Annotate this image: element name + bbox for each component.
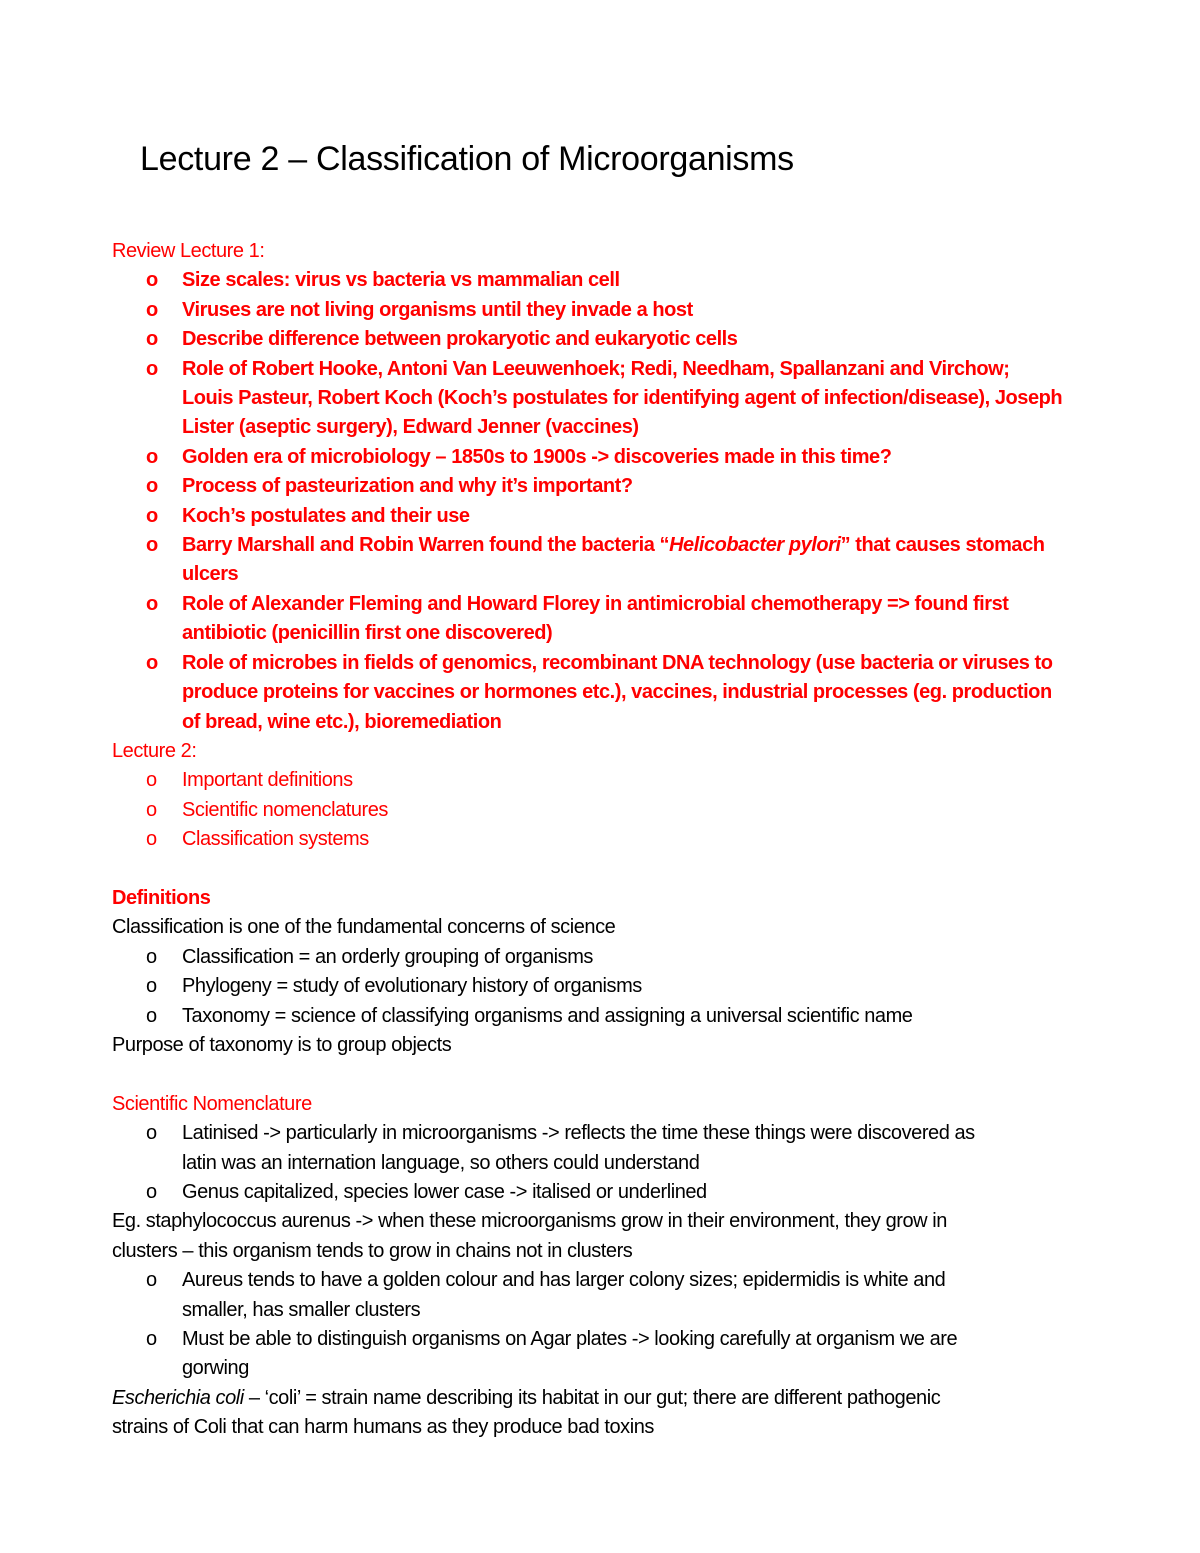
species-name: Helicobacter pylori (669, 534, 841, 557)
example-paragraph: Eg. staphylococcus aurenus -> when these microorganisms grow in their environment, they grow in clusters – this organism tends to grow in chains not in clusters (112, 1210, 947, 1262)
bullet-icon: o (146, 1122, 157, 1145)
ecoli-paragraph: Escherichia coli – ‘coli’ = strain name describing its habitat in our gut; there are different pathogenic strains of Coli that can harm humans as they produce bad toxins (112, 1386, 941, 1439)
bullet-icon: o (146, 769, 157, 792)
bullet-icon: o (146, 445, 158, 468)
definitions-outro: Purpose of taxonomy is to group objects (112, 1033, 452, 1056)
definitions-heading: Definitions (112, 886, 211, 909)
bullet-icon: o (146, 592, 158, 615)
bullet-icon: o (146, 328, 158, 351)
document-body (112, 237, 1102, 1443)
list-item: o Latinised -> particularly in microorganisms -> reflects the time these things were discovered as latin was an internation language, so others could understand (112, 1119, 1102, 1178)
list-item: o Role of Robert Hooke, Antoni Van Leeuwenhoek; Redi, Needham, Spallanzani and Virchow; Louis Pasteur, Robert Koch (Koch’s postulates for identifying agent of infection/disease), Joseph Lister (aseptic surgery), Edward Jenner (vaccines) (112, 355, 1102, 443)
list-item: o Golden era of microbiology – 1850s to 1900s -> discoveries made in this time? (112, 443, 1102, 472)
list-item: o Role of microbes in fields of genomics, recombinant DNA technology (use bacteria or viruses to produce proteins for vaccines or hormones etc.), vaccines, industrial processes (eg. production of bread, wine etc.), bioremediation (112, 649, 1102, 737)
list-item: o Genus capitalized, species lower case -> italised or underlined (112, 1178, 1102, 1207)
bullet-icon: o (146, 1180, 157, 1203)
bullet-icon: o (146, 1004, 157, 1027)
bullet-icon: o (146, 475, 158, 498)
bullet-icon: o (146, 504, 158, 527)
bullet-icon: o (146, 357, 158, 380)
list-item: o Viruses are not living organisms until they invade a host (112, 296, 1102, 325)
bullet-icon: o (146, 534, 158, 557)
species-name: Escherichia coli (112, 1386, 244, 1409)
list-item: o Role of Alexander Fleming and Howard Florey in antimicrobial chemotherapy => found first antibiotic (penicillin first one discovered) (112, 590, 1102, 649)
list-item: o Classification = an orderly grouping of organisms (112, 943, 1102, 972)
list-item: o Barry Marshall and Robin Warren found the bacteria “Helicobacter pylori” that causes stomach ulcers (112, 531, 1102, 590)
list-item: o Process of pasteurization and why it’s important? (112, 472, 1102, 501)
list-item: o Phylogeny = study of evolutionary history of organisms (112, 972, 1102, 1001)
bullet-icon: o (146, 798, 157, 821)
bullet-icon: o (146, 269, 158, 292)
list-item: o Koch’s postulates and their use (112, 502, 1102, 531)
list-item: o Scientific nomenclatures (112, 796, 1102, 825)
list-item: o Taxonomy = science of classifying organisms and assigning a universal scientific name (112, 1002, 1102, 1031)
list-item: o Classification systems (112, 825, 1102, 854)
bullet-icon: o (146, 1328, 157, 1350)
list-item: o Aureus tends to have a golden colour and has larger colony sizes; epidermidis is white and smaller, has smaller clusters (112, 1266, 1102, 1325)
bullet-icon: o (146, 828, 157, 851)
list-item: o Size scales: virus vs bacteria vs mammalian cell (112, 266, 1102, 295)
lecture2-heading: Lecture 2: (112, 739, 197, 762)
list-item: o Must be able to distinguish organisms on Agar plates -> looking carefully at organism we are gorwing (112, 1325, 1102, 1384)
list-item: o Describe difference between prokaryotic and eukaryotic cells (112, 325, 1102, 354)
review-heading: Review Lecture 1: (112, 240, 265, 262)
nomenclature-heading: Scientific Nomenclature (112, 1092, 312, 1115)
bullet-icon: o (146, 651, 158, 674)
bullet-icon: o (146, 945, 157, 968)
list-item: o Important definitions (112, 766, 1102, 795)
definitions-intro: Classification is one of the fundamental concerns of science (112, 916, 616, 939)
bullet-icon: o (146, 975, 157, 998)
bullet-icon: o (146, 1269, 157, 1292)
spacer (112, 1060, 1102, 1089)
document-title: Lecture 2 – Classification of Microorganisms (140, 140, 794, 178)
bullet-icon: o (146, 298, 158, 321)
spacer (112, 855, 1102, 884)
